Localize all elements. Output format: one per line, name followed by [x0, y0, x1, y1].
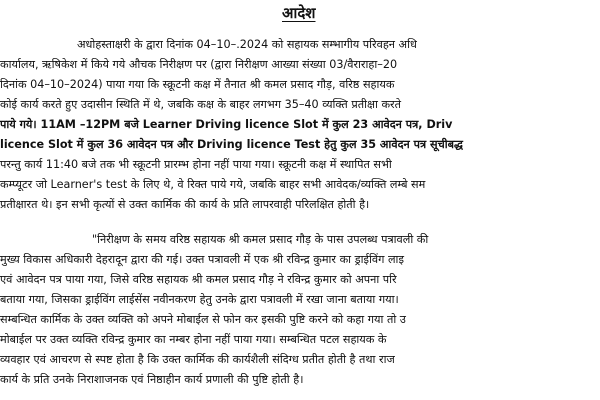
- paragraph-2-line-2: मुख्य विकास अधिकारी देहरादून द्वारा की गई। उक्त पत्रावली में एक श्री रविन्द्र कुमार का ड्राईविंग लाइ: [0, 253, 404, 266]
- paragraph-2-line-1: "निरीक्षण के समय वरिष्ठ सहायक श्री कमल प्रसाद गौड़ के पास उपलब्ध पत्रावली की: [92, 233, 429, 246]
- paragraph-2-line-8: कार्य के प्रति उनके निराशाजनक एवं निष्ठाहीन कार्य प्रणाली की पुष्टि होती है।: [0, 373, 304, 386]
- paragraph-1-line-1: अधोहस्ताक्षरी के द्वारा दिनांक 04–10–.2024 को सहायक सम्भागीय परिवहन अधि: [77, 38, 417, 51]
- paragraph-2-line-4: बताया गया, जिसका ड्राईविंग लाईसेंस नवीनकरण हेतु उनके द्वारा पत्रावली में रखा जाना बताया गया।: [0, 293, 399, 306]
- paragraph-1-line-7: परन्तु कार्य 11:40 बजे तक भी स्क्रूटनी प्रारम्भ होना नहीं पाया गया। स्क्रूटनी कक्ष में स्थापित सभी: [0, 158, 392, 171]
- paragraph-1-line-2: कार्यालय, ऋषिकेश में किये गये औचक निरीक्षण पर (द्वारा निरीक्षण आख्या संख्या 03/वैराराहा–20: [0, 58, 398, 71]
- paragraph-1-line-8: कम्प्यूटर जो Learner's test के लिए थे, वे रिक्त पाये गये, जबकि बाहर सभी आवेदक/व्यक्ति लम्बे सम: [0, 178, 426, 191]
- paragraph-2-line-5: सम्बन्धित कार्मिक के उक्त व्यक्ति को अपने मोबाईल से फोन कर इसकी पुष्टि करने को कहा गया तो उ: [0, 313, 406, 326]
- paragraph-1-line-4: कोई कार्य करते हुए उदासीन स्थिति में थे, जबकि कक्ष के बाहर लगभग 35–40 व्यक्ति प्रतीक्षा करते: [0, 98, 402, 111]
- paragraph-2-line-3: एवं आवेदन पत्र पाया गया, जिसे वरिष्ठ सहायक श्री कमल प्रसाद गौड़ ने रविन्द्र कुमार को अपना परि: [0, 273, 397, 286]
- paragraph-1-line-9: प्रतीक्षारत थे। इन सभी कृत्यों से उक्त कार्मिक की कार्य के प्रति लापरवाही परिलक्षित होती है।: [0, 198, 370, 211]
- paragraph-1-line-6: licence Slot में कुल 36 आवेदन पत्र और Driving licence Test हेतु कुल 35 आवेदन पत्र सूचीबद्ध: [0, 138, 463, 151]
- paragraph-2-line-6: मोबाईल पर उक्त व्यक्ति रविन्द्र कुमार का नम्बर होना नहीं पाया गया। सम्बन्धित पटल सहायक के: [0, 333, 387, 346]
- paragraph-2-line-7: व्यवहार एवं आचरण से स्पष्ट होता है कि उक्त कार्मिक की कार्यशैली संदिग्ध प्रतीत होती है तथा राज: [0, 353, 395, 366]
- paragraph-1-line-3: दिनांक 04–10–2024) पाया गया कि स्क्रूटनी कक्ष में तैनात श्री कमल प्रसाद गौड़, वरिष्ठ सहायक: [0, 78, 395, 91]
- paragraph-1-line-5: पाये गये। 11AM –12PM बजे Learner Driving licence Slot में कुल 23 आवेदन पत्र, Driv: [0, 118, 453, 131]
- document-title: आदेश: [282, 4, 316, 22]
